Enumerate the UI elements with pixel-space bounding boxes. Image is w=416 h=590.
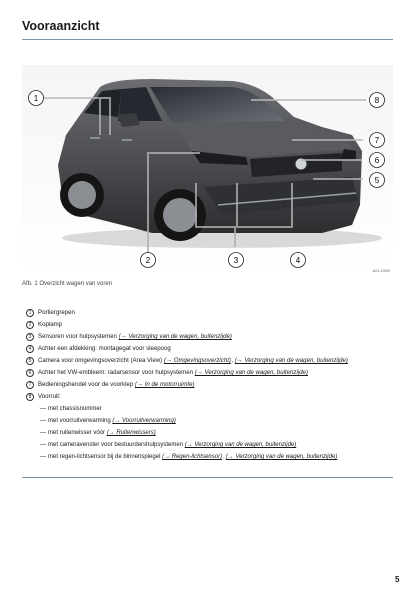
item-number: 8 bbox=[26, 393, 34, 401]
side-mirror bbox=[118, 113, 140, 127]
front-rim bbox=[163, 198, 197, 232]
sub-item bbox=[26, 439, 386, 451]
item-text: Achter het VW-embleem: radarsensor voor hulpsystemen bbox=[38, 368, 194, 376]
item-text: Bedieningshendel voor de voorklep bbox=[38, 380, 134, 388]
sub-item bbox=[26, 415, 386, 427]
reference-link[interactable]: (→ Voorruitverwarming) bbox=[112, 418, 176, 424]
sub-item bbox=[26, 403, 386, 415]
page-number: 5 bbox=[395, 575, 400, 584]
svg-text:7: 7 bbox=[374, 136, 380, 145]
dash-bullet: — bbox=[40, 406, 46, 412]
legend-item bbox=[26, 367, 386, 379]
legend-list bbox=[26, 307, 386, 463]
page-title: Vooraanzicht bbox=[22, 19, 100, 33]
reference-link[interactable]: (→ In de motorruimte) bbox=[134, 380, 195, 388]
bottom-rule bbox=[22, 477, 393, 478]
title-rule bbox=[22, 39, 393, 40]
reference-link[interactable]: (→ Verzorging van de wagen, buitenzijde) bbox=[225, 454, 338, 460]
legend-item bbox=[26, 343, 386, 355]
reference-link[interactable]: (→ Verzorging van de wagen, buitenzijde) bbox=[184, 442, 297, 448]
rear-rim bbox=[68, 181, 96, 209]
sub-item-text: met voorruitverwarming bbox=[48, 418, 111, 424]
car-front-figure bbox=[22, 65, 393, 276]
callout-3 bbox=[229, 253, 244, 268]
svg-text:3: 3 bbox=[233, 256, 239, 265]
item-text: Achter een afdekking: montagegat voor sleepoog bbox=[38, 344, 171, 352]
callout-5 bbox=[370, 173, 385, 188]
door-handle-front bbox=[122, 139, 132, 141]
reference-link[interactable]: (→ Verzorging van de wagen, buitenzijde) bbox=[234, 356, 348, 364]
callout-2 bbox=[141, 253, 156, 268]
svg-text:6: 6 bbox=[374, 156, 380, 165]
item-number: 6 bbox=[26, 369, 34, 377]
dash-bullet: — bbox=[40, 430, 46, 436]
item-number: 3 bbox=[26, 333, 34, 341]
reference-link[interactable]: (→ Verzorging van de wagen, buitenzijde) bbox=[194, 368, 308, 376]
callout-4 bbox=[291, 253, 306, 268]
svg-text:1: 1 bbox=[33, 94, 39, 103]
callout-7 bbox=[370, 133, 385, 148]
legend-item: 5 Camera voor omgevingsoverzicht (Area View) (→ Omgevingsoverzicht) , (→ Verzorging van de wagen, buitenzijde) bbox=[26, 355, 386, 367]
figure-code: A21-0269 bbox=[372, 268, 390, 273]
reference-link[interactable]: (→ Regen-lichtsensor) bbox=[162, 454, 223, 460]
figure-caption: Afb. 1 Overzicht wagen van voren bbox=[22, 281, 113, 287]
svg-text:2: 2 bbox=[145, 256, 151, 265]
legend-item bbox=[26, 319, 386, 331]
item-number: 7 bbox=[26, 381, 34, 389]
dash-bullet: — bbox=[40, 454, 46, 460]
item-text: Camera voor omgevingsoverzicht (Area View) bbox=[38, 356, 163, 364]
door-handle-rear bbox=[90, 137, 100, 139]
reference-link[interactable]: (→ Verzorging van de wagen, buitenzijde) bbox=[118, 332, 232, 340]
item-text: Sensoren voor hulpsystemen bbox=[38, 332, 117, 340]
svg-text:4: 4 bbox=[295, 256, 301, 265]
svg-text:5: 5 bbox=[374, 176, 380, 185]
callout-8 bbox=[370, 93, 385, 108]
reference-link[interactable]: (→ Omgevingsoverzicht) bbox=[163, 356, 231, 364]
item-text: Koplamp bbox=[38, 320, 63, 328]
sub-item: — met regen-lichtsensor bij de binnenspiegel (→ Regen-lichtsensor) , (→ Verzorging van de wagen, buitenzijde) bbox=[40, 454, 338, 460]
svg-text:8: 8 bbox=[374, 96, 380, 105]
sub-item-text: met ruitenwisser vóór bbox=[48, 430, 106, 436]
sub-item bbox=[26, 427, 386, 439]
legend-item bbox=[26, 331, 386, 343]
item-text: Portiergrepen bbox=[38, 308, 75, 316]
dash-bullet: — bbox=[40, 442, 46, 448]
dash-bullet: — bbox=[40, 418, 46, 424]
item-text: Voorruit: bbox=[38, 392, 61, 400]
legend-item bbox=[26, 391, 386, 403]
item-number: 4 bbox=[26, 345, 34, 353]
sub-item-text: met chassisnummer bbox=[48, 406, 102, 412]
sub-item-text: met cameravenster voor bestuurdershulpsystemen bbox=[48, 442, 184, 448]
callout-1 bbox=[29, 91, 44, 106]
callout-6 bbox=[370, 153, 385, 168]
legend-item bbox=[26, 379, 386, 391]
item-number: 5 bbox=[26, 357, 34, 365]
item-number: 1 bbox=[26, 309, 34, 317]
sub-item-text: met regen-lichtsensor bij de binnenspiegel bbox=[48, 454, 161, 460]
reference-link[interactable]: (→ Ruitenwissers) bbox=[106, 430, 156, 436]
legend-item bbox=[26, 307, 386, 319]
item-number: 2 bbox=[26, 321, 34, 329]
